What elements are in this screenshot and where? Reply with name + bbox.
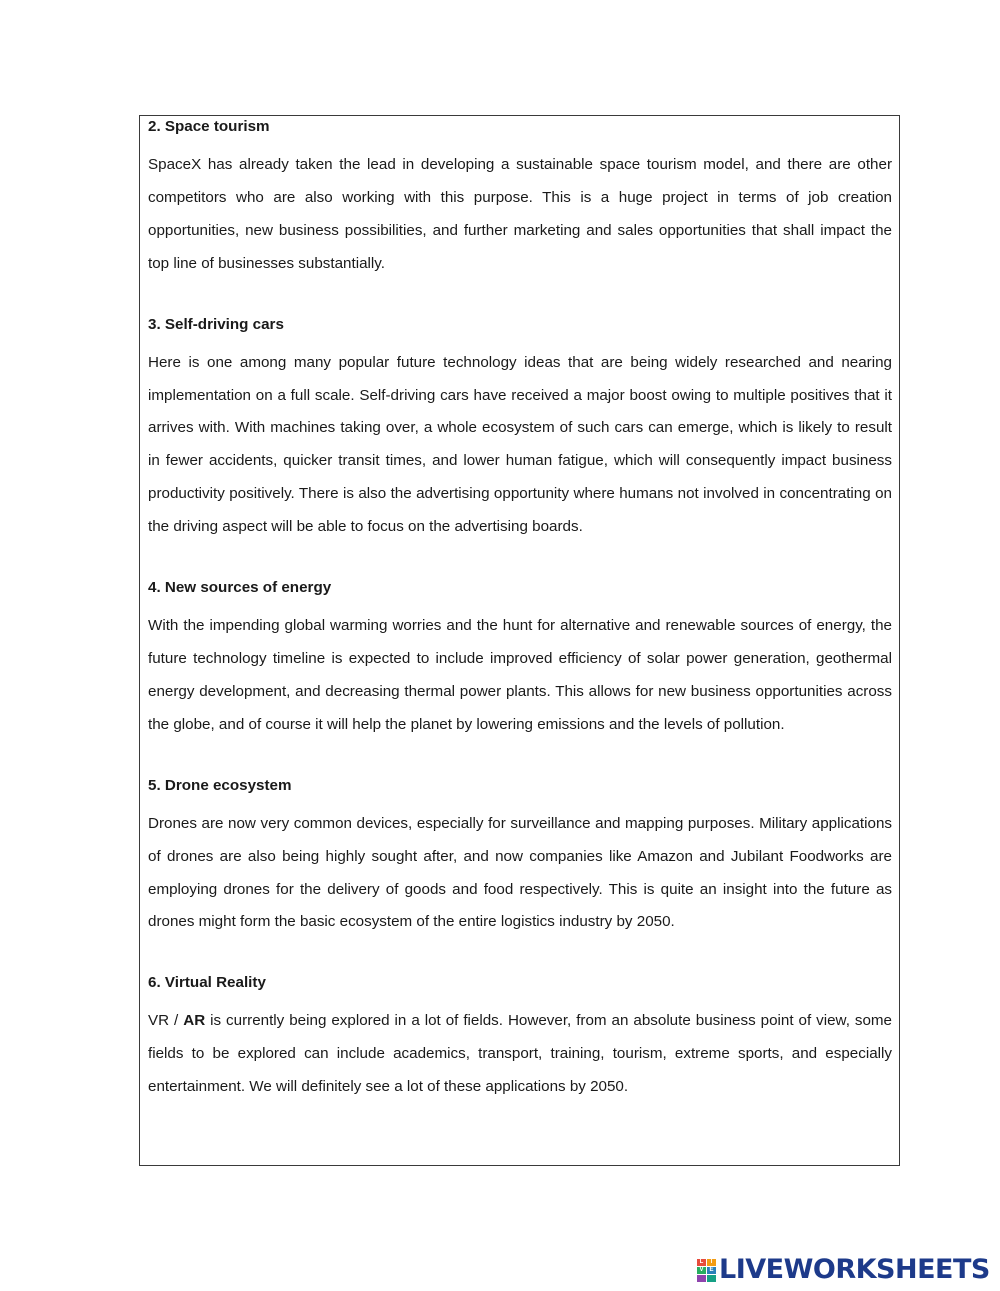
section-heading: 6. Virtual Reality	[148, 974, 266, 992]
logo-block: V	[697, 1267, 706, 1274]
logo-block: E	[707, 1267, 716, 1274]
section-paragraph	[148, 1005, 892, 1104]
section-heading: 5. Drone ecosystem	[148, 776, 292, 794]
logo-block: L	[697, 1259, 706, 1266]
section-self-driving-cars	[148, 314, 892, 544]
worksheet-content	[148, 116, 892, 1104]
logo-block: I	[707, 1259, 716, 1266]
liveworksheets-logo	[697, 1256, 990, 1284]
section-paragraph: SpaceX has already taken the lead in developing a sustainable space tourism model, and there are other competitors who are also working with this purpose. This is a huge project in terms of job creation opportunities, new business possibilities, and further marketing and sales opportunities that shall impact the top line of businesses substantially.	[148, 156, 892, 272]
section-paragraph: With the impending global warming worries and the hunt for alternative and renewable sources of energy, the future technology timeline is expected to include improved efficiency of solar power generation, geothermal energy development, and decreasing thermal power plants. This allows for new business opportunities across the globe, and of course it will help the planet by lowering emissions and the levels of pollution.	[148, 617, 892, 733]
logo-text: LIVEWORKSHEETS	[719, 1254, 990, 1285]
section-heading: 3. Self-driving cars	[148, 315, 284, 333]
text-body: is currently being explored in a lot of fields. However, from an absolute business point of view, some fields to be explored can include academics, transport, training, tourism, extreme sports, and especially entertainment. We will definitely see a lot of these applications by 2050.	[148, 1012, 892, 1096]
section-new-sources-of-energy	[148, 577, 892, 742]
section-virtual-reality	[148, 972, 892, 1104]
section-space-tourism	[148, 116, 892, 281]
section-paragraph: Drones are now very common devices, especially for surveillance and mapping purposes. Military applications of drones are also being highly sought after, and now companies like Amazon and Jubilant Foodworks are employing drones for the delivery of goods and food respectively. This is quite an insight into the future as drones might form the basic ecosystem of the entire logistics industry by 2050.	[148, 814, 892, 931]
section-heading: 4. New sources of energy	[148, 579, 332, 597]
text-prefix: VR /	[148, 1012, 184, 1030]
logo-block	[707, 1275, 716, 1282]
logo-blocks-icon	[697, 1259, 716, 1282]
logo-block	[697, 1275, 706, 1282]
section-paragraph: Here is one among many popular future technology ideas that are being widely researched and nearing implementation on a full scale. Self-driving cars have received a major boost owing to multiple positives that it arrives with. With machines taking over, a whole ecosystem of such cars can emerge, which is likely to result in fewer accidents, quicker transit times, and lower human fatigue, which will consequently impact business productivity positively. There is also the advertising opportunity where humans not involved in concentrating on the driving aspect will be able to focus on the advertising boards.	[148, 353, 892, 536]
section-heading: 2. Space tourism	[148, 118, 270, 135]
section-drone-ecosystem	[148, 775, 892, 940]
text-bold-ar: AR	[183, 1012, 206, 1030]
